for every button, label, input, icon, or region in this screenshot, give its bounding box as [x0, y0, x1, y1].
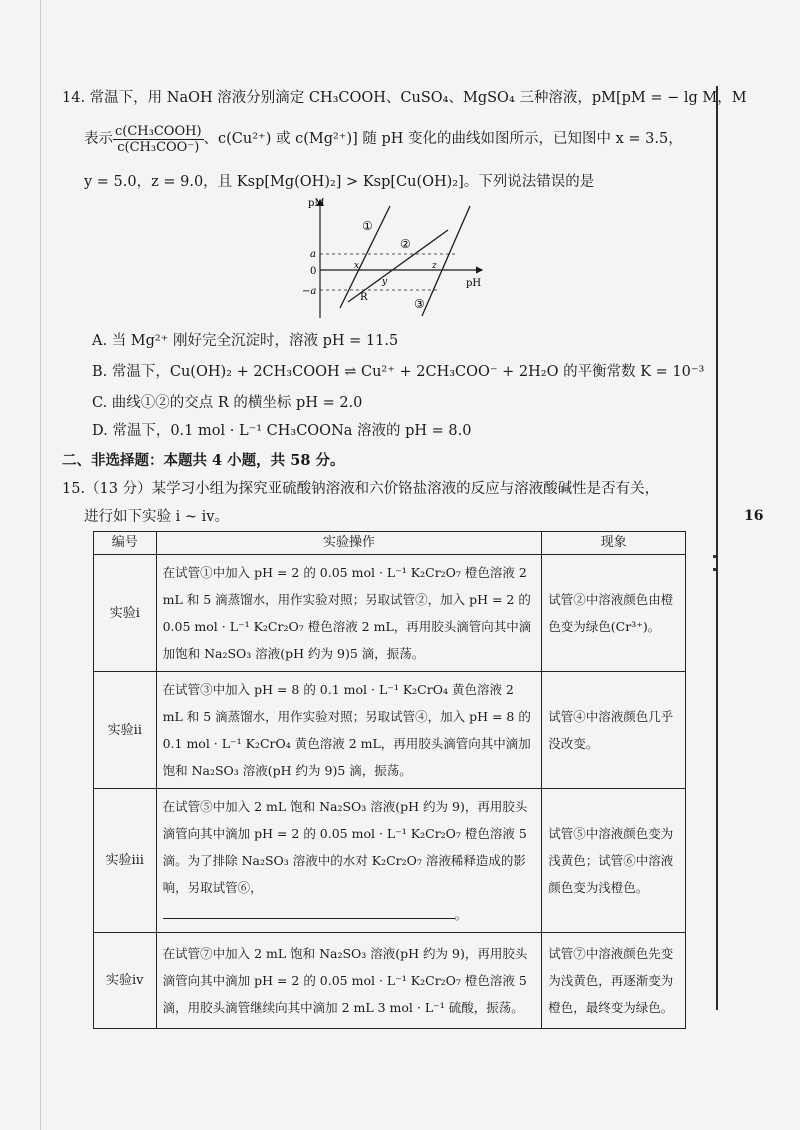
point-x-label: x	[354, 261, 360, 271]
curve-2-label: ②	[400, 237, 411, 251]
curve-1-label: ①	[362, 219, 373, 233]
point-r-label: R	[360, 292, 368, 303]
header-operation: 实验操作	[156, 532, 542, 555]
fraction-denominator: c(CH₃COO⁻)	[117, 139, 200, 155]
page-edge-number: 16	[744, 508, 764, 524]
row-label: 实验ⅰ	[94, 555, 157, 672]
row-operation-text: 在试管⑤中加入 2 mL 饱和 Na₂SO₃ 溶液(pH 约为 9)，再用胶头滴管向其中滴加 pH = 2 的 0.05 mol · L⁻¹ K₂Cr₂O₇ 橙色溶液 5 滴。为了排除 Na₂SO₃ 溶液中的水对 K₂Cr₂O₇ 溶液稀释造成的影响，另取试管⑥，	[162, 799, 528, 895]
row-phenomenon: 试管④中溶液颜色几乎没改变。	[542, 672, 686, 789]
row-phenomenon: 试管②中溶液颜色由橙色变为绿色(Cr³⁺)。	[542, 555, 686, 672]
tick-a: a	[310, 249, 316, 260]
row-operation: 在试管①中加入 pH = 2 的 0.05 mol · L⁻¹ K₂Cr₂O₇ 橙色溶液 2 mL 和 5 滴蒸馏水，用作实验对照；另取试管②，加入 pH = 2 的 0.05 mol · L⁻¹ K₂Cr₂O₇ 橙色溶液 2 mL，再用胶头滴管向其中滴加饱和 Na₂SO₃ 溶液(pH 约为 9)5 滴，振荡。	[156, 555, 542, 672]
row-operation	[156, 789, 542, 933]
q14-stem-line2	[84, 122, 683, 162]
q14-stem-line1: 14. 常温下，用 NaOH 溶液分别滴定 CH₃COOH、CuSO₄、MgSO₄ 三种溶液，pM[pM = − lg M，M	[62, 90, 747, 106]
option-c: C. 曲线①②的交点 R 的横坐标 pH = 2.0	[92, 395, 363, 411]
fraction-numerator: c(CH₃COOH)	[115, 123, 202, 139]
q15-stem-line2: 进行如下实验 ⅰ ~ ⅳ。	[84, 509, 229, 525]
table-row	[94, 555, 686, 672]
row-operation: 在试管③中加入 pH = 8 的 0.1 mol · L⁻¹ K₂CrO₄ 黄色溶液 2 mL 和 5 滴蒸馏水，用作实验对照；另取试管④，加入 pH = 8 的 0.1 mol · L⁻¹ K₂CrO₄ 黄色溶液 2 mL，再用胶头滴管向其中滴加饱和 Na₂SO₃ 溶液(pH 约为 9)5 滴，振荡。	[156, 672, 542, 789]
row-operation-end: 。	[454, 907, 468, 922]
x-axis-label: pH	[466, 278, 482, 289]
tick-zero: 0	[310, 266, 317, 277]
point-z-label: z	[432, 261, 437, 271]
pm-ph-graph	[290, 192, 490, 322]
q14-line2-prefix: 表示	[84, 131, 113, 147]
answer-blank[interactable]	[163, 904, 455, 919]
page-margin-line	[40, 0, 41, 1130]
q15-stem-line1: 15.（13 分）某学习小组为探究亚硫酸钠溶液和六价铬盐溶液的反应与溶液酸碱性是否有关，	[62, 481, 660, 497]
table-row	[94, 672, 686, 789]
table-header-row	[94, 532, 686, 555]
table-row	[94, 933, 686, 1029]
point-y-label: y	[382, 277, 388, 287]
section-heading: 二、非选择题：本题共 4 小题，共 58 分。	[62, 452, 345, 469]
row-phenomenon: 试管⑤中溶液颜色变为浅黄色；试管⑥中溶液颜色变为浅橙色。	[542, 789, 686, 933]
option-b: B. 常温下，Cu(OH)₂ + 2CH₃COOH ⇌ Cu²⁺ + 2CH₃COO⁻ + 2H₂O 的平衡常数 K = 10⁻³	[92, 364, 705, 380]
margin-dot	[713, 555, 716, 558]
column-divider-line	[716, 86, 718, 1010]
row-operation: 在试管⑦中加入 2 mL 饱和 Na₂SO₃ 溶液(pH 约为 9)，再用胶头滴管向其中滴加 pH = 2 的 0.05 mol · L⁻¹ K₂Cr₂O₇ 橙色溶液 5 滴，用胶头滴管继续向其中滴加 2 mL 3 mol · L⁻¹ 硫酸，振荡。	[156, 933, 542, 1029]
ratio-fraction	[113, 124, 204, 155]
margin-dot	[713, 568, 716, 571]
option-a: A. 当 Mg²⁺ 刚好完全沉淀时，溶液 pH = 11.5	[92, 333, 399, 349]
row-label: 实验ⅳ	[94, 933, 157, 1029]
curve-3	[422, 206, 470, 316]
row-label: 实验ⅱ	[94, 672, 157, 789]
row-label: 实验ⅲ	[94, 789, 157, 933]
table-row	[94, 789, 686, 933]
row-phenomenon: 试管⑦中溶液颜色先变为浅黄色，再逐渐变为橙色，最终变为绿色。	[542, 933, 686, 1029]
option-d: D. 常温下，0.1 mol · L⁻¹ CH₃COONa 溶液的 pH = 8.0	[92, 423, 472, 439]
y-axis-label: pM	[308, 198, 325, 209]
q14-line2-suffix: 、c(Cu²⁺) 或 c(Mg²⁺)] 随 pH 变化的曲线如图所示，已知图中 x = 3.5，	[203, 131, 683, 147]
tick-neg-a: −a	[302, 286, 317, 297]
header-id: 编号	[94, 532, 157, 555]
experiment-table	[93, 531, 686, 1029]
header-phenomenon: 现象	[542, 532, 686, 555]
q14-stem-line3: y = 5.0，z = 9.0，且 Ksp[Mg(OH)₂] > Ksp[Cu(OH)₂]。下列说法错误的是	[84, 174, 595, 190]
curve-3-label: ③	[414, 297, 425, 311]
